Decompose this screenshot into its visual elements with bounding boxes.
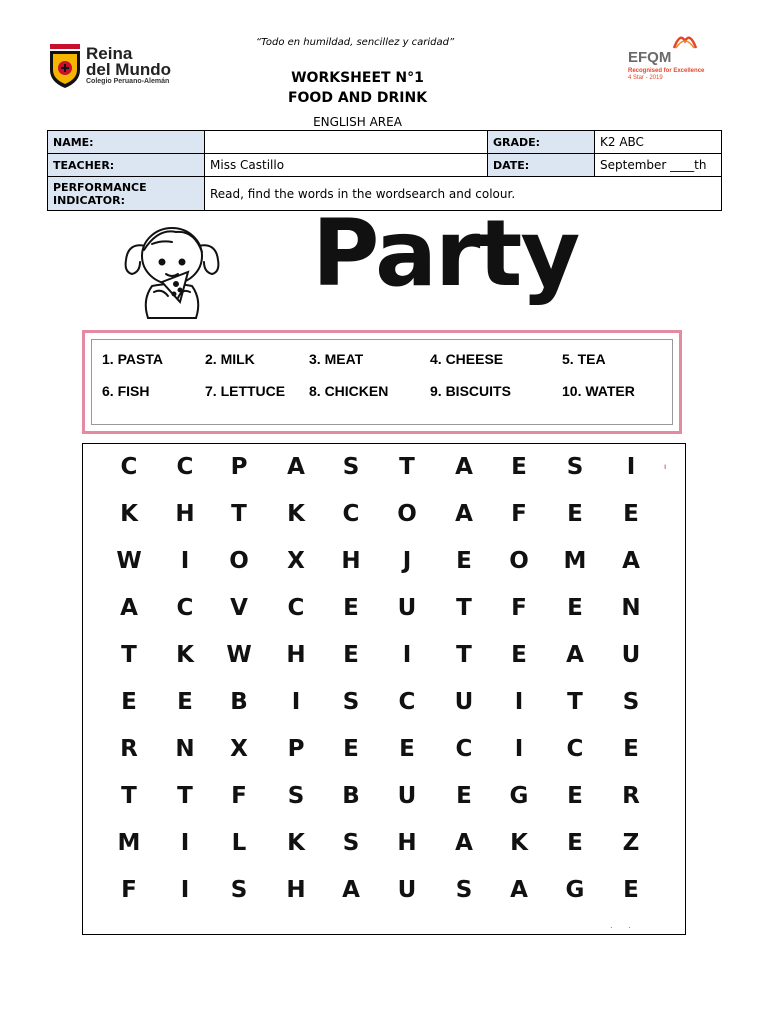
grid-letter[interactable]: A [287,454,305,480]
efqm-name: EFQM [628,49,672,66]
worksheet-title: WORKSHEET N°1 [291,70,424,86]
grid-letter[interactable]: S [455,877,473,903]
grid-letter[interactable]: B [342,783,360,809]
school-subtitle: Colegio Peruano-Alemán [86,78,170,85]
grid-letter[interactable]: E [511,642,527,668]
grid-letter[interactable]: C [287,595,305,621]
grid-letter[interactable]: E [623,877,639,903]
word-list-item: 2. MILK [205,351,255,367]
grid-letter[interactable]: A [566,642,584,668]
grid-letter[interactable]: N [175,736,195,762]
grid-letter[interactable]: S [342,454,360,480]
grid-letter[interactable]: C [455,736,473,762]
grid-letter[interactable]: K [176,642,194,668]
grid-letter[interactable]: N [621,595,641,621]
grid-letter[interactable]: E [343,736,359,762]
grid-letter[interactable]: T [456,642,472,668]
word-list-item: 8. CHICKEN [309,383,389,399]
grid-letter[interactable]: J [402,548,412,574]
grid-letter[interactable]: I [180,877,190,903]
grade-label: GRADE: [488,131,595,154]
grid-letter[interactable]: R [622,783,640,809]
grid-letter[interactable]: S [342,689,360,715]
grid-letter[interactable]: I [514,689,524,715]
word-list-item: 4. CHEESE [430,351,504,367]
stray-mark: · [610,923,613,932]
grid-letter[interactable]: O [397,501,417,527]
grid-letter[interactable]: E [399,736,415,762]
grid-letter[interactable]: C [176,595,194,621]
grid-letter[interactable]: K [287,501,305,527]
grid-letter[interactable]: M [563,548,587,574]
grid-letter[interactable]: T [231,501,247,527]
grid-letter[interactable]: I [402,642,412,668]
grid-letter[interactable]: S [566,454,584,480]
grid-letter[interactable]: L [231,830,247,856]
grid-letter[interactable]: E [177,689,193,715]
grid-letter[interactable]: A [120,595,138,621]
party-title: Party [312,200,579,307]
grid-letter[interactable]: Z [622,830,640,856]
grid-letter[interactable]: V [230,595,248,621]
word-list-item: 1. PASTA [102,351,163,367]
subject-area: ENGLISH AREA [313,115,402,129]
worksheet-subtitle: FOOD AND DRINK [287,90,428,106]
grid-letter[interactable]: S [287,783,305,809]
grid-letter[interactable]: E [456,783,472,809]
performance-label-line1: PERFORMANCE [53,180,147,194]
grid-letter[interactable]: K [120,501,138,527]
grid-letter[interactable]: I [180,548,190,574]
grid-letter[interactable]: C [342,501,360,527]
grid-letter[interactable]: T [177,783,193,809]
grid-letter[interactable]: A [455,454,473,480]
grid-letter[interactable]: W [226,642,252,668]
grid-letter[interactable]: T [399,454,415,480]
grid-letter[interactable]: H [175,501,195,527]
grid-letter[interactable]: H [286,877,306,903]
school-name-line1: Reina [86,44,133,63]
grid-letter[interactable]: C [176,454,194,480]
grid-letter[interactable]: E [343,595,359,621]
efqm-stars: 4 Star - 2019 [628,75,663,81]
grid-letter[interactable]: I [626,454,636,480]
grid-letter[interactable]: A [455,830,473,856]
grid-letter[interactable]: T [121,783,137,809]
efqm-ribbon-icon [672,32,698,50]
stray-mark: ı [664,462,667,471]
name-field[interactable] [205,131,488,154]
grid-letter[interactable]: C [120,454,138,480]
grid-letter[interactable]: E [567,501,583,527]
grid-letter[interactable]: K [510,830,528,856]
grade-value: K2 ABC [595,131,722,154]
grid-letter[interactable]: A [622,548,640,574]
wordsearch-grid [82,443,686,935]
teacher-value: Miss Castillo [205,154,488,177]
performance-label [48,177,205,211]
grid-letter[interactable]: E [343,642,359,668]
grid-letter[interactable]: P [287,736,305,762]
word-list-item: 7. LETTUCE [205,383,286,399]
grid-letter[interactable]: U [397,783,417,809]
grid-letter[interactable]: E [623,736,639,762]
grid-letter[interactable]: E [511,454,527,480]
grid-letter[interactable]: H [397,830,417,856]
school-name-line2: del Mundo [86,60,171,79]
grid-letter[interactable]: E [567,783,583,809]
grid-letter[interactable]: X [287,548,305,574]
grid-letter[interactable]: G [509,783,529,809]
word-list-item: 9. BISCUITS [430,383,511,399]
grid-letter[interactable]: O [509,548,529,574]
grid-letter[interactable]: G [565,877,585,903]
grid-letter[interactable]: A [342,877,360,903]
grid-letter[interactable]: S [230,877,248,903]
efqm-recognition: Recognised for Excellence [628,68,705,74]
grid-letter[interactable]: U [397,877,417,903]
grid-letter[interactable]: T [121,642,137,668]
school-motto: “Todo en humildad, sencillez y caridad” [255,37,455,48]
grid-letter[interactable]: E [567,830,583,856]
girl-eating-pizza-icon [118,222,226,324]
grid-letter[interactable]: C [398,689,416,715]
grid-letter[interactable]: F [231,783,247,809]
grid-letter[interactable]: R [120,736,138,762]
grid-letter[interactable]: F [121,877,137,903]
grid-letter[interactable]: A [455,501,473,527]
word-list-box [82,330,682,434]
teacher-label: TEACHER: [48,154,205,177]
grid-letter[interactable]: A [510,877,528,903]
grid-letter[interactable]: P [230,454,248,480]
performance-indicator: Read, find the words in the wordsearch and colour. [205,177,722,211]
grid-letter[interactable]: E [623,501,639,527]
grid-letter[interactable]: O [229,548,249,574]
grid-letter[interactable]: X [230,736,248,762]
grid-letter[interactable]: C [566,736,584,762]
grid-letter[interactable]: U [621,642,641,668]
grid-letter[interactable]: B [230,689,248,715]
grid-letter[interactable]: T [567,689,583,715]
grid-letter[interactable]: K [287,830,305,856]
grid-letter[interactable]: H [286,642,306,668]
grid-letter[interactable]: E [121,689,137,715]
grid-letter[interactable]: U [454,689,474,715]
name-label: NAME: [48,131,205,154]
stray-mark: · [628,923,631,932]
word-list-item: 5. TEA [562,351,606,367]
word-list-item: 3. MEAT [309,351,364,367]
grid-letter[interactable]: W [116,548,142,574]
grid-letter[interactable]: F [511,595,527,621]
grid-letter[interactable]: I [180,830,190,856]
grid-letter[interactable]: H [341,548,361,574]
word-list-item: 10. WATER [562,383,635,399]
date-field[interactable]: September ____th [595,154,722,177]
grid-letter[interactable]: S [342,830,360,856]
grid-letter[interactable]: M [117,830,141,856]
grid-letter[interactable]: U [397,595,417,621]
grid-letter[interactable]: S [622,689,640,715]
grid-letter[interactable]: I [291,689,301,715]
word-list-item: 6. FISH [102,383,150,399]
grid-letter[interactable]: E [456,548,472,574]
grid-letter[interactable]: I [514,736,524,762]
performance-label-line2: INDICATOR: [53,193,125,207]
grid-letter[interactable]: E [567,595,583,621]
grid-letter[interactable]: F [511,501,527,527]
date-label: DATE: [488,154,595,177]
student-info-table [47,130,722,211]
grid-letter[interactable]: T [456,595,472,621]
